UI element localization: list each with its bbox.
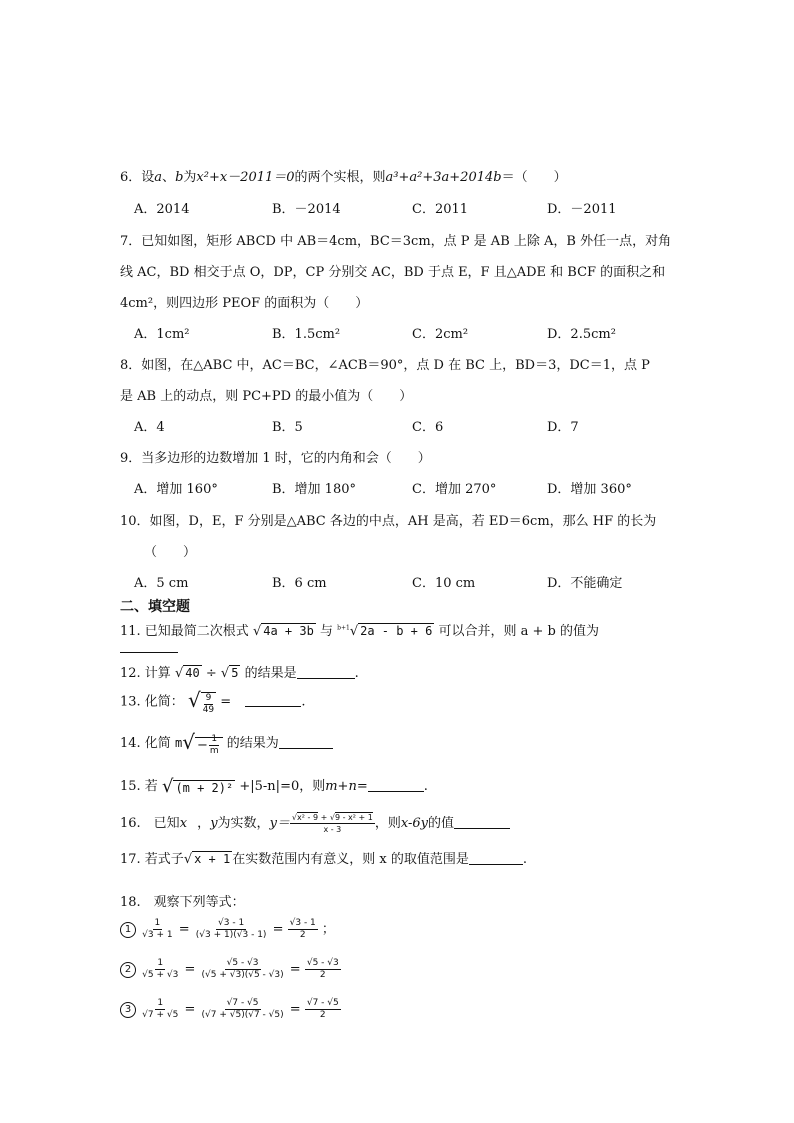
question-18-row-2: 2 $\frac{1}{√5 + √3}$ = $\frac{√5 - √3}{(√5 + √3)(√5 - √3)}$ = $\frac{√5 - √3}{2}$ [120, 958, 341, 981]
option-a: A．4 [134, 420, 165, 435]
section-title-fill-in: 二、填空题 [120, 599, 190, 615]
option-c: C．6 [412, 420, 444, 435]
option-b: B．增加 180° [272, 482, 356, 497]
question-8-line-1: 8．如图，在△ABC 中，AC＝BC，∠ACB＝90°，点 D 在 BC 上，BD＝3，DC＝1，点 P [120, 358, 650, 373]
question-10-line-1: 10．如图，D，E，F 分别是△ABC 各边的中点，AH 是高，若 ED＝6cm，那么 HF 的长为 [120, 514, 657, 529]
question-16: 16. 已知x ，y为实数，y＝ $\frac{\text{√x² - 9 + √9 - x² + 1}}{x - 3}$ ，则x-6y的值 [120, 812, 510, 835]
option-c: C．10 cm [412, 576, 476, 591]
question-6-stem: 6．设a、b为x²+x－2011＝0的两个实根，则a³+a²+3a+2014b＝（ ） [120, 170, 567, 185]
question-7-line-1: 7．已知如图，矩形 ABCD 中 AB＝4cm，BC＝3cm，点 P 是 AB 上除 A，B 外任一点，对角 [120, 234, 672, 249]
question-7-line-2: 线 AC，BD 相交于点 O，DP，CP 分别交 AC，BD 于点 E，F 且△ADE 和 BCF 的面积之和 [120, 265, 666, 280]
question-17: 17. 若式子√ x + 1 在实数范围内有意义，则 x 的取值范围是 . [120, 852, 527, 867]
question-17-answer-blank[interactable] [469, 852, 523, 865]
option-b: B．6 cm [272, 576, 327, 591]
question-12-answer-blank[interactable] [297, 666, 355, 679]
option-a: A．1cm² [134, 327, 190, 342]
question-11-answer-blank[interactable] [120, 640, 178, 655]
circled-number: 2 [120, 962, 136, 978]
option-d: D．增加 360° [547, 482, 632, 497]
option-c: C．2cm² [412, 327, 469, 342]
circled-number: 1 [120, 922, 136, 938]
question-9-line-1: 9．当多边形的边数增加 1 时，它的内角和会（ ） [120, 451, 431, 466]
question-14: 14. 化简 m√ − $\frac{1}{m}$ 的结果为 [120, 730, 333, 757]
question-7-line-3: 4cm²，则四边形 PEOF 的面积为（ ） [120, 296, 369, 311]
question-16-answer-blank[interactable] [454, 816, 510, 829]
option-c: C．2011 [412, 202, 469, 217]
option-b: B．1.5cm² [272, 327, 341, 342]
question-15: 15. 若 √ (m + 2)² +|5-n|=0，则m+n= . [120, 776, 428, 797]
option-d: D．2.5cm² [547, 327, 616, 342]
question-13: 13. 化简： √ $\frac{9}{49}$ = . [120, 688, 306, 715]
option-d: D．－2011 [547, 202, 617, 217]
question-15-answer-blank[interactable] [368, 779, 424, 792]
circled-number: 3 [120, 1002, 136, 1018]
question-18-title: 18. 观察下列等式： [120, 895, 245, 910]
option-a: A．增加 160° [134, 482, 218, 497]
option-d: D．不能确定 [547, 576, 623, 591]
question-11: 11. 已知最简二次根式 √ 4a + 3b 与 $^{b+1}$√ 2a - b + 6 可以合并，则 a + b 的值为 [120, 624, 599, 639]
option-c: C．增加 270° [412, 482, 497, 497]
option-a: A．5 cm [134, 576, 189, 591]
question-8-line-2: 是 AB 上的动点，则 PC+PD 的最小值为（ ） [120, 389, 413, 404]
option-b: B．5 [272, 420, 303, 435]
question-12: 12. 计算 √ 40 ÷ √ 5 的结果是 . [120, 666, 359, 681]
question-14-answer-blank[interactable] [279, 736, 333, 749]
option-a: A．2014 [134, 202, 190, 217]
question-10-line-2: （ ） [144, 545, 197, 560]
question-18-row-1: 1 $\frac{1}{√3 + 1}$ = $\frac{√3 - 1}{(√3 + 1)(√3 - 1)}$ = $\frac{√3 - 1}{2}$ ； [120, 918, 335, 941]
question-13-answer-blank[interactable] [245, 694, 301, 707]
option-d: D．7 [547, 420, 579, 435]
option-b: B．－2014 [272, 202, 341, 217]
question-18-row-3: 3 $\frac{1}{√7 + √5}$ = $\frac{√7 - √5}{(√7 + √5)(√7 - √5)}$ = $\frac{√7 - √5}{2}$ [120, 998, 341, 1021]
